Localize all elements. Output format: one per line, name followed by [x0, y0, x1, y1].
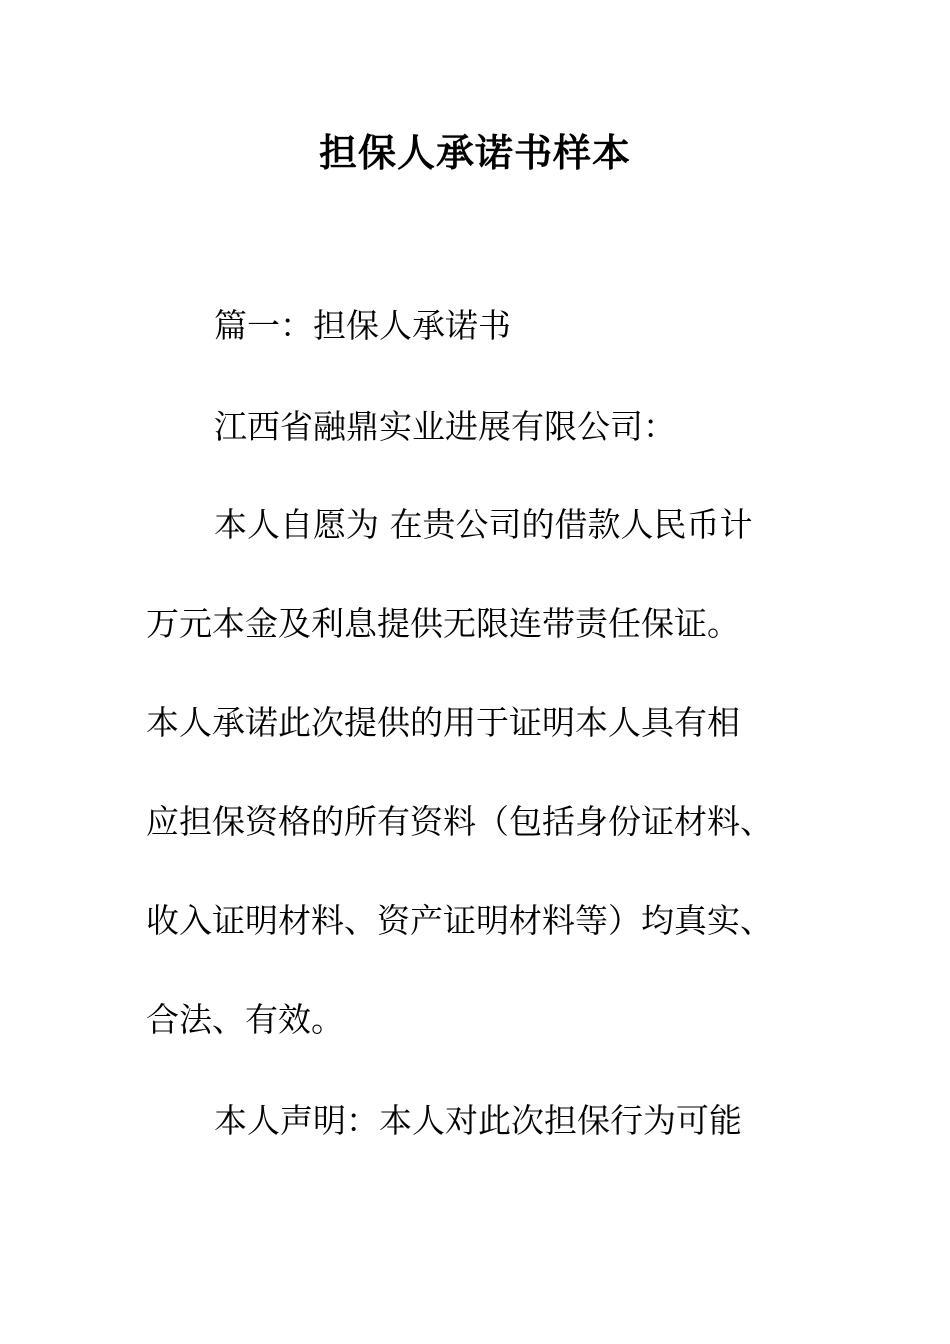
body-line: 本人声明：本人对此次担保行为可能: [214, 1101, 742, 1140]
document-title: 担保人承诺书样本: [318, 130, 631, 175]
body-line: 本人承诺此次提供的用于证明本人具有相: [146, 703, 740, 742]
body-line: 应担保资格的所有资料（包括身份证材料、: [146, 802, 773, 841]
addressee-line: 江西省融鼎实业进展有限公司：: [214, 407, 676, 446]
body-line: 万元本金及利息提供无限连带责任保证。: [146, 604, 740, 643]
body-line: 合法、有效。: [146, 1000, 344, 1039]
body-line: 本人自愿为 在贵公司的借款人民币计: [214, 505, 753, 544]
body-line: 收入证明材料、资产证明材料等）均真实、: [146, 901, 773, 940]
section-heading: 篇一：担保人承诺书: [214, 306, 511, 345]
